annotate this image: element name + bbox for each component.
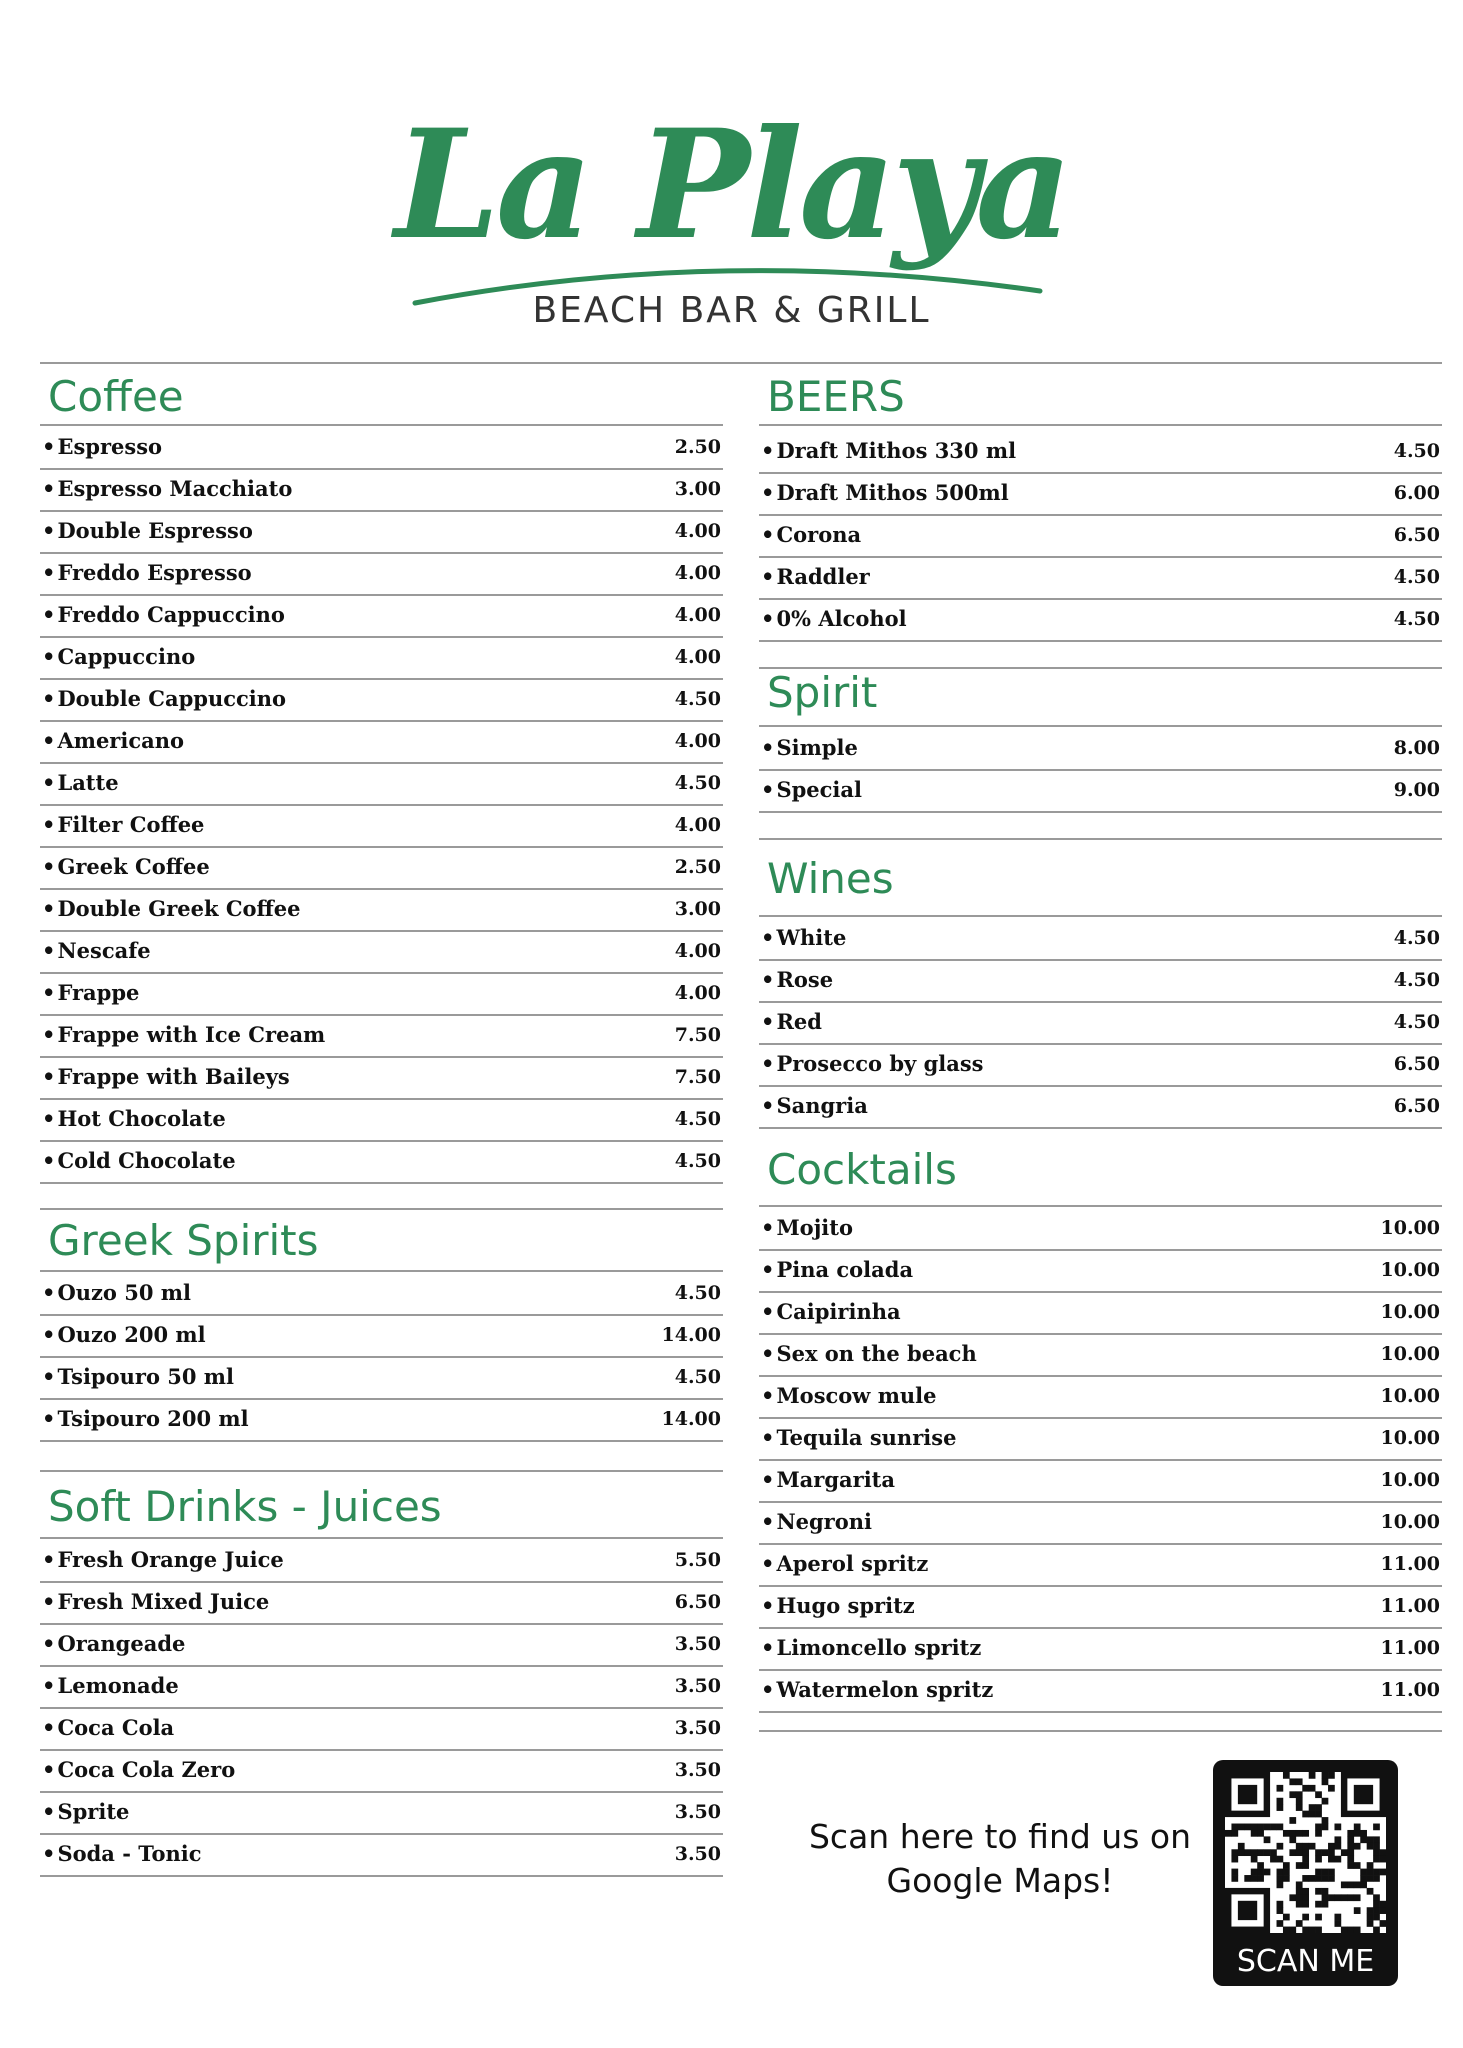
item-price: 3.50: [674, 1717, 721, 1739]
menu-item: [759, 1419, 1442, 1461]
item-price: 3.00: [674, 478, 721, 500]
section-title: Wines: [767, 854, 894, 903]
item-price: 4.50: [674, 772, 721, 794]
item-price: 10.00: [1380, 1385, 1440, 1407]
section-divider: [759, 725, 1442, 727]
item-name: • Espresso Macchiato: [42, 476, 292, 501]
section-greek-spirits: [40, 1212, 723, 1472]
item-price: 4.00: [674, 814, 721, 836]
menu-item: [40, 806, 723, 848]
item-price: 10.00: [1380, 1217, 1440, 1239]
item-price: 10.00: [1380, 1343, 1440, 1365]
item-name: • Americano: [42, 728, 184, 753]
menu-item: [759, 729, 1442, 771]
item-price: 10.00: [1380, 1427, 1440, 1449]
item-price: 2.50: [674, 436, 721, 458]
section-divider: [759, 1205, 1442, 1207]
item-name: • Limoncello spritz: [761, 1635, 981, 1660]
menu-item: [40, 638, 723, 680]
item-name: • Orangeade: [42, 1631, 185, 1656]
item-price: 4.50: [674, 1150, 721, 1172]
section-title: Soft Drinks - Juices: [48, 1482, 442, 1531]
section-wines: [759, 852, 1442, 1136]
item-name: • Draft Mithos 500ml: [761, 480, 1009, 505]
item-name: • Double Greek Coffee: [42, 896, 301, 921]
logo: [0, 95, 1463, 335]
item-price: 5.50: [674, 1549, 721, 1571]
item-price: 11.00: [1380, 1679, 1440, 1701]
item-name: • Mojito: [761, 1215, 853, 1240]
item-price: 14.00: [661, 1408, 721, 1430]
item-name: • Tequila sunrise: [761, 1425, 956, 1450]
item-price: 4.00: [674, 646, 721, 668]
menu-item: [40, 1358, 723, 1400]
item-price: 7.50: [674, 1066, 721, 1088]
menu-item: [40, 1316, 723, 1358]
item-price: 14.00: [661, 1324, 721, 1346]
menu-item: [40, 1541, 723, 1583]
item-price: 3.50: [674, 1843, 721, 1865]
section-title: Greek Spirits: [48, 1216, 319, 1265]
menu-item: [759, 1587, 1442, 1629]
item-price: 10.00: [1380, 1301, 1440, 1323]
item-name: • Draft Mithos 330 ml: [761, 438, 1016, 463]
menu-item: [40, 1016, 723, 1058]
item-price: 4.00: [674, 982, 721, 1004]
item-price: 4.50: [674, 688, 721, 710]
item-price: 6.50: [1393, 524, 1440, 546]
item-price: 6.00: [1393, 482, 1440, 504]
item-price: 3.00: [674, 898, 721, 920]
menu-item: [759, 1629, 1442, 1671]
item-price: 6.50: [1393, 1095, 1440, 1117]
item-name: • Lemonade: [42, 1673, 179, 1698]
menu-item: [40, 428, 723, 470]
section-divider: [40, 1270, 723, 1272]
menu-item: [40, 1667, 723, 1709]
item-name: • Filter Coffee: [42, 812, 204, 837]
menu-item: [759, 1335, 1442, 1377]
menu-item: [759, 1461, 1442, 1503]
menu-item: [759, 1503, 1442, 1545]
section-end-divider: [759, 1730, 1442, 1732]
item-name: • Cold Chocolate: [42, 1148, 236, 1173]
item-name: • Red: [761, 1009, 822, 1034]
item-name: • Special: [761, 777, 862, 802]
item-price: 4.50: [1393, 1011, 1440, 1033]
item-name: • Fresh Orange Juice: [42, 1547, 284, 1572]
item-name: • Frappe with Baileys: [42, 1064, 290, 1089]
item-name: • Sex on the beach: [761, 1341, 977, 1366]
item-price: 3.50: [674, 1633, 721, 1655]
qr-label: SCAN ME: [1236, 1944, 1375, 1979]
item-name: • Cappuccino: [42, 644, 195, 669]
section-coffee: [40, 370, 723, 1210]
menu-item: [40, 554, 723, 596]
item-price: 10.00: [1380, 1511, 1440, 1533]
item-name: • Raddler: [761, 564, 870, 589]
item-price: 4.00: [674, 520, 721, 542]
section-soft-drinks: [40, 1482, 723, 1892]
item-name: • 0% Alcohol: [761, 606, 907, 631]
item-price: 3.50: [674, 1675, 721, 1697]
item-price: 4.50: [1393, 566, 1440, 588]
item-name: • Greek Coffee: [42, 854, 210, 879]
menu-item: [40, 932, 723, 974]
menu-item: [40, 1142, 723, 1184]
item-name: • Tsipouro 50 ml: [42, 1364, 234, 1389]
item-price: 7.50: [674, 1024, 721, 1046]
item-price: 3.50: [674, 1801, 721, 1823]
item-price: 3.50: [674, 1759, 721, 1781]
menu-item: [40, 764, 723, 806]
item-name: • Hugo spritz: [761, 1593, 915, 1618]
item-name: • Frappe with Ice Cream: [42, 1022, 325, 1047]
menu-item: [40, 1100, 723, 1142]
item-name: • Ouzo 50 ml: [42, 1280, 191, 1305]
item-name: • Prosecco by glass: [761, 1051, 983, 1076]
menu-item: [759, 961, 1442, 1003]
menu-item: [759, 1003, 1442, 1045]
item-name: • Simple: [761, 735, 858, 760]
menu-item: [40, 1709, 723, 1751]
section-divider: [40, 424, 723, 426]
item-name: • Rose: [761, 967, 833, 992]
menu-item: [40, 1583, 723, 1625]
item-price: 4.50: [1393, 608, 1440, 630]
item-price: 4.00: [674, 730, 721, 752]
item-price: 4.00: [674, 940, 721, 962]
item-name: • Frappe: [42, 980, 139, 1005]
item-name: • Double Cappuccino: [42, 686, 286, 711]
menu-item: [759, 558, 1442, 600]
item-name: • Margarita: [761, 1467, 895, 1492]
item-name: • Pina colada: [761, 1257, 913, 1282]
menu-item: [40, 1400, 723, 1442]
item-name: • Corona: [761, 522, 861, 547]
menu-item: [40, 596, 723, 638]
item-name: • Ouzo 200 ml: [42, 1322, 206, 1347]
menu-item: [759, 1545, 1442, 1587]
item-price: 4.50: [674, 1366, 721, 1388]
item-price: 8.00: [1393, 737, 1440, 759]
menu-item: [40, 1058, 723, 1100]
menu-item: [759, 1209, 1442, 1251]
item-price: 4.50: [1393, 969, 1440, 991]
item-name: • Freddo Espresso: [42, 560, 252, 585]
item-name: • Hot Chocolate: [42, 1106, 226, 1131]
menu-item: [759, 474, 1442, 516]
brand-name: La Playa: [394, 97, 1069, 273]
item-name: • Coca Cola Zero: [42, 1757, 235, 1782]
item-price: 11.00: [1380, 1637, 1440, 1659]
item-name: • Caipirinha: [761, 1299, 901, 1324]
qr-code[interactable]: [1213, 1760, 1398, 1986]
section-title: Coffee: [48, 372, 184, 421]
item-price: 2.50: [674, 856, 721, 878]
section-divider: [759, 424, 1442, 426]
item-name: • Freddo Cappuccino: [42, 602, 285, 627]
menu-item: [40, 848, 723, 890]
item-price: 4.50: [674, 1282, 721, 1304]
menu-item: [759, 1293, 1442, 1335]
item-name: • Sprite: [42, 1799, 129, 1824]
header-divider: [40, 362, 1442, 364]
item-name: • Espresso: [42, 434, 162, 459]
menu-item: [759, 600, 1442, 642]
menu-item: [759, 1671, 1442, 1713]
section-title: Cocktails: [767, 1145, 957, 1194]
menu-item: [40, 974, 723, 1016]
item-name: • Nescafe: [42, 938, 151, 963]
menu-item: [759, 516, 1442, 558]
item-price: 9.00: [1393, 779, 1440, 801]
menu-item: [759, 771, 1442, 813]
item-price: 4.50: [1393, 927, 1440, 949]
item-name: • Latte: [42, 770, 119, 795]
item-price: 4.50: [674, 1108, 721, 1130]
menu-item: [759, 1251, 1442, 1293]
item-price: 11.00: [1380, 1595, 1440, 1617]
item-name: • Aperol spritz: [761, 1551, 928, 1576]
menu-item: [759, 1087, 1442, 1129]
item-price: 4.00: [674, 604, 721, 626]
item-name: • Double Espresso: [42, 518, 253, 543]
item-price: 10.00: [1380, 1259, 1440, 1281]
item-name: • Sangria: [761, 1093, 868, 1118]
section-title: BEERS: [767, 372, 905, 421]
menu-item: [40, 1751, 723, 1793]
menu-item: [759, 1377, 1442, 1419]
menu-item: [759, 1045, 1442, 1087]
menu-item: [40, 890, 723, 932]
section-end-divider: [40, 1208, 723, 1210]
menu-item: [40, 1793, 723, 1835]
item-price: 10.00: [1380, 1469, 1440, 1491]
menu-item: [40, 512, 723, 554]
section-divider: [759, 915, 1442, 917]
menu-item: [40, 680, 723, 722]
section-end-divider: [40, 1470, 723, 1472]
item-name: • Coca Cola: [42, 1715, 174, 1740]
item-name: • Watermelon spritz: [761, 1677, 993, 1702]
item-price: 6.50: [1393, 1053, 1440, 1075]
menu-item: [40, 470, 723, 512]
section-divider: [40, 1537, 723, 1539]
section-title: Spirit: [767, 668, 878, 717]
scan-prompt: Scan here to find us on Google Maps!: [808, 1817, 1192, 1900]
item-name: • White: [761, 925, 846, 950]
item-name: • Tsipouro 200 ml: [42, 1406, 249, 1431]
menu-item: [759, 432, 1442, 474]
item-name: • Soda - Tonic: [42, 1841, 202, 1866]
item-name: • Fresh Mixed Juice: [42, 1589, 269, 1614]
qr-code-icon: [1225, 1772, 1386, 1933]
menu-item: [40, 1835, 723, 1877]
section-end-divider: [759, 838, 1442, 840]
brand-subtitle: BEACH BAR & GRILL: [532, 290, 931, 331]
menu-item: [40, 722, 723, 764]
item-name: • Negroni: [761, 1509, 872, 1534]
menu-item: [40, 1625, 723, 1667]
item-price: 4.50: [1393, 440, 1440, 462]
section-cocktails: [759, 1145, 1442, 1735]
item-price: 4.00: [674, 562, 721, 584]
menu-item: [759, 919, 1442, 961]
section-spirit: [759, 666, 1442, 841]
section-beers: [759, 370, 1442, 670]
item-price: 6.50: [674, 1591, 721, 1613]
item-name: • Moscow mule: [761, 1383, 937, 1408]
menu-item: [40, 1274, 723, 1316]
item-price: 11.00: [1380, 1553, 1440, 1575]
